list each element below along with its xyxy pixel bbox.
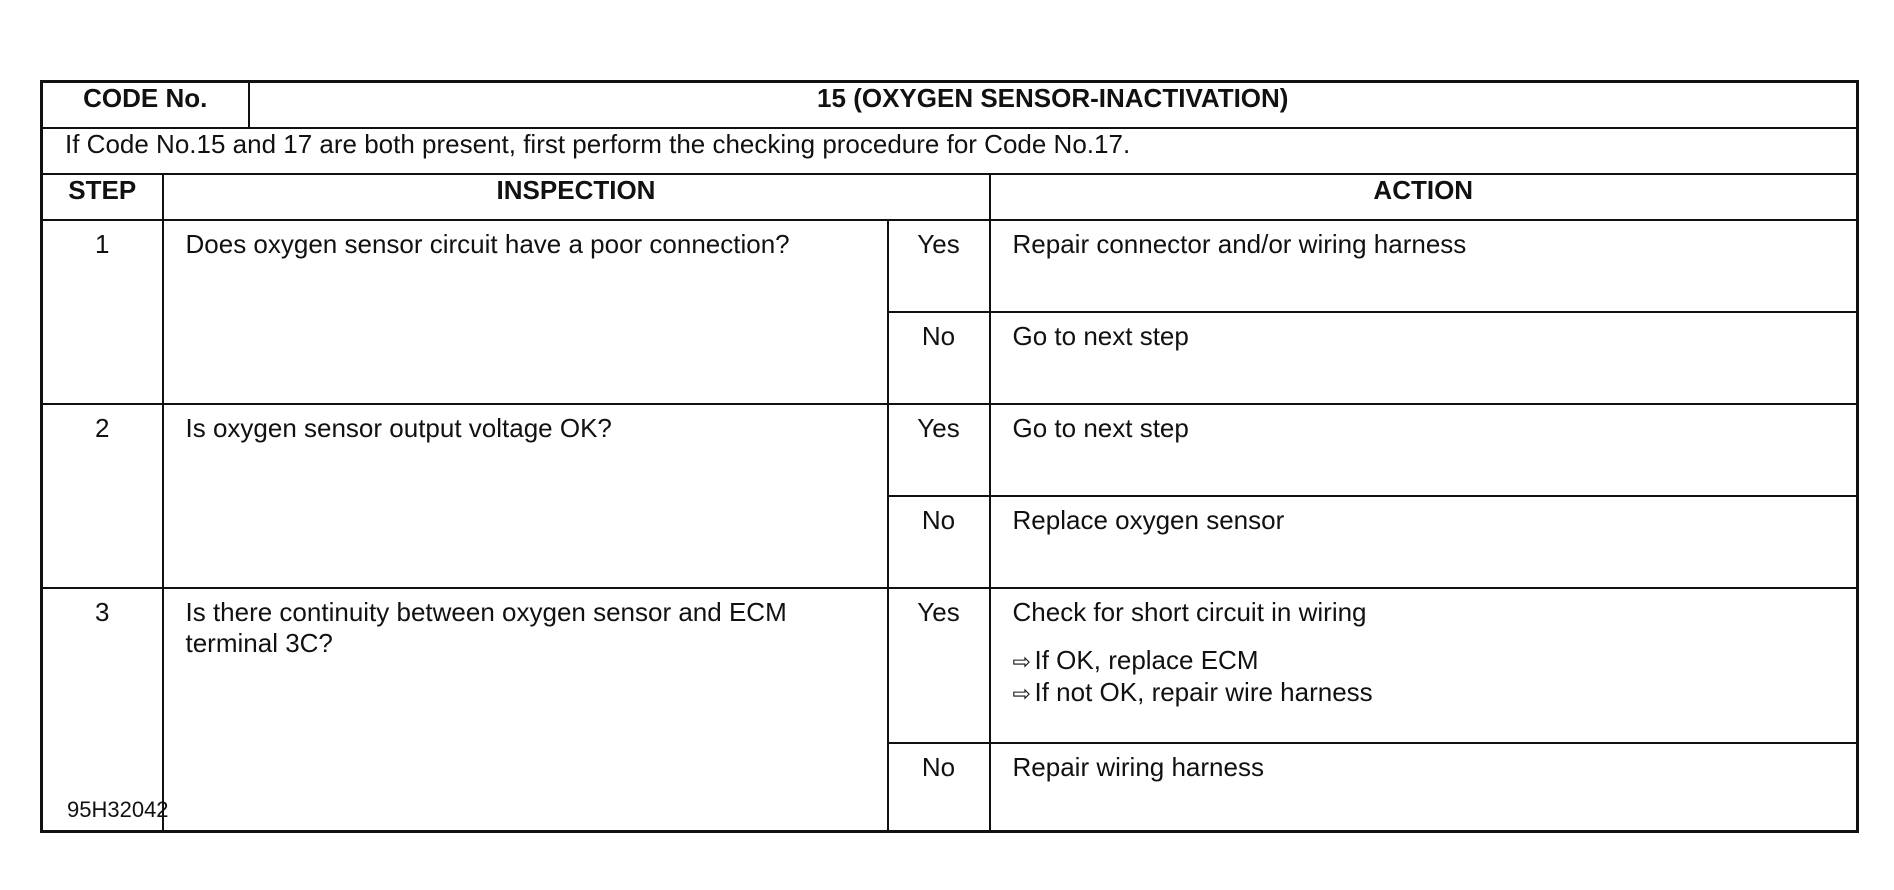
code-number-label: CODE No. bbox=[42, 82, 249, 129]
figure-id: 95H32042 bbox=[67, 797, 169, 822]
sub-action-text: If not OK, repair wire harness bbox=[1034, 677, 1373, 707]
step-number: 2 bbox=[42, 404, 163, 588]
yes-label: Yes bbox=[888, 588, 990, 743]
code-header-row bbox=[42, 82, 1858, 129]
note-row bbox=[42, 128, 1858, 174]
sub-action-item bbox=[1013, 677, 1835, 709]
inspection-question: Is there continuity between oxygen sensor and ECM terminal 3C? bbox=[163, 588, 888, 832]
sub-action-list bbox=[1013, 645, 1835, 709]
step-1-yes-row bbox=[42, 220, 1858, 312]
diagnostic-table-container bbox=[40, 80, 1856, 833]
procedure-note: If Code No.15 and 17 are both present, first perform the checking procedure for Code No.17. bbox=[42, 128, 1858, 174]
step-2-yes-row bbox=[42, 404, 1858, 496]
step-column-header: STEP bbox=[42, 174, 163, 220]
no-label: No bbox=[888, 312, 990, 404]
step-3-yes-row bbox=[42, 588, 1858, 743]
sub-action-item bbox=[1013, 645, 1835, 677]
inspection-column-header: INSPECTION bbox=[163, 174, 990, 220]
no-label: No bbox=[888, 496, 990, 588]
inspection-question: Does oxygen sensor circuit have a poor connection? bbox=[163, 220, 888, 404]
no-action: Repair wiring harness bbox=[990, 743, 1858, 832]
yes-action: Go to next step bbox=[990, 404, 1858, 496]
step-number: 3 bbox=[42, 588, 163, 832]
yes-label: Yes bbox=[888, 220, 990, 312]
yes-action: Repair connector and/or wiring harness bbox=[990, 220, 1858, 312]
step-number: 1 bbox=[42, 220, 163, 404]
arrow-right-outline-icon: ⇨ bbox=[1012, 649, 1031, 674]
yes-label: Yes bbox=[888, 404, 990, 496]
action-column-header: ACTION bbox=[990, 174, 1858, 220]
diagnostic-table bbox=[40, 80, 1859, 833]
inspection-question: Is oxygen sensor output voltage OK? bbox=[163, 404, 888, 588]
no-label: No bbox=[888, 743, 990, 832]
sub-action-text: If OK, replace ECM bbox=[1034, 645, 1259, 675]
yes-action-cell bbox=[990, 588, 1858, 743]
arrow-right-outline-icon: ⇨ bbox=[1012, 681, 1031, 706]
code-title: 15 (OXYGEN SENSOR-INACTIVATION) bbox=[249, 82, 1858, 129]
no-action: Replace oxygen sensor bbox=[990, 496, 1858, 588]
column-header-row bbox=[42, 174, 1858, 220]
no-action: Go to next step bbox=[990, 312, 1858, 404]
yes-action: Check for short circuit in wiring bbox=[1012, 597, 1367, 627]
